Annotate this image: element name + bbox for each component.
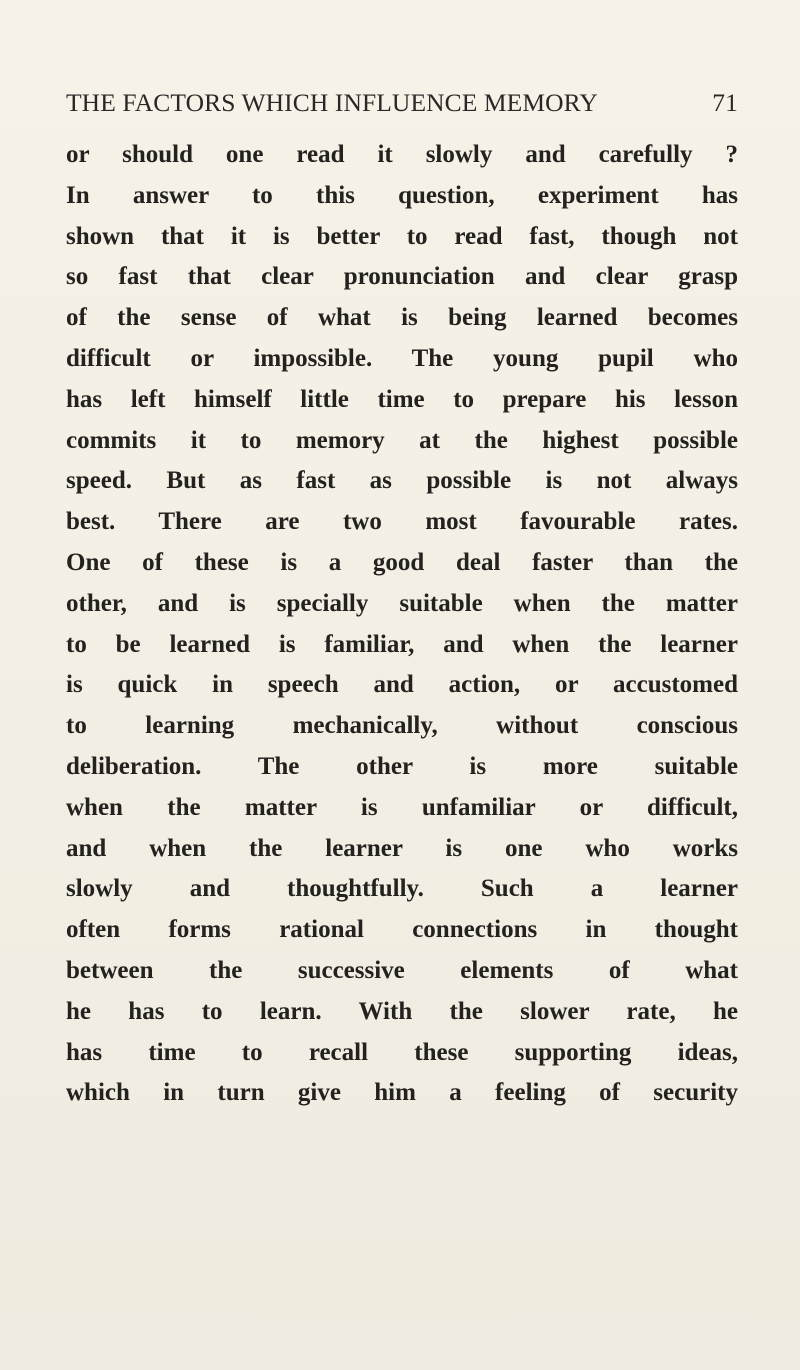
- text-line: so fast that clear pronunciation and clear grasp: [66, 263, 738, 291]
- text-line: In answer to this question, experiment has: [66, 181, 738, 209]
- page-number: 71: [712, 88, 738, 117]
- text-line: difficult or impossible. The young pupil who: [66, 344, 738, 372]
- text-line: when the matter is unfamiliar or difficult,: [66, 793, 738, 821]
- text-line: to learning mechanically, without conscious: [66, 712, 738, 740]
- running-head: [66, 88, 738, 118]
- text-line: best. There are two most favourable rates.: [66, 508, 738, 536]
- text-line: has time to recall these supporting ideas,: [66, 1038, 738, 1066]
- text-line: often forms rational connections in thought: [66, 916, 738, 944]
- text-line: has left himself little time to prepare his lesson: [66, 385, 738, 413]
- text-line: of the sense of what is being learned becomes: [66, 304, 738, 332]
- running-head-title: THE FACTORS WHICH INFLUENCE MEMORY: [66, 88, 598, 117]
- text-line: One of these is a good deal faster than the: [66, 548, 738, 576]
- text-line: or should one read it slowly and carefully ?: [66, 141, 738, 168]
- text-line: to be learned is familiar, and when the learner: [66, 630, 738, 658]
- text-line: is quick in speech and action, or accustomed: [66, 671, 738, 699]
- text-line: other, and is specially suitable when the matter: [66, 589, 738, 617]
- body-text: [66, 135, 738, 1114]
- text-line: deliberation. The other is more suitable: [66, 752, 738, 780]
- text-line: he has to learn. With the slower rate, he: [66, 997, 738, 1025]
- text-line: between the successive elements of what: [66, 956, 738, 984]
- text-line: speed. But as fast as possible is not always: [66, 467, 738, 495]
- text-line: slowly and thoughtfully. Such a learner: [66, 875, 738, 903]
- text-line: commits it to memory at the highest possible: [66, 426, 738, 454]
- text-line: shown that it is better to read fast, though not: [66, 222, 738, 250]
- text-line: which in turn give him a feeling of security: [66, 1079, 738, 1107]
- text-line: and when the learner is one who works: [66, 834, 738, 862]
